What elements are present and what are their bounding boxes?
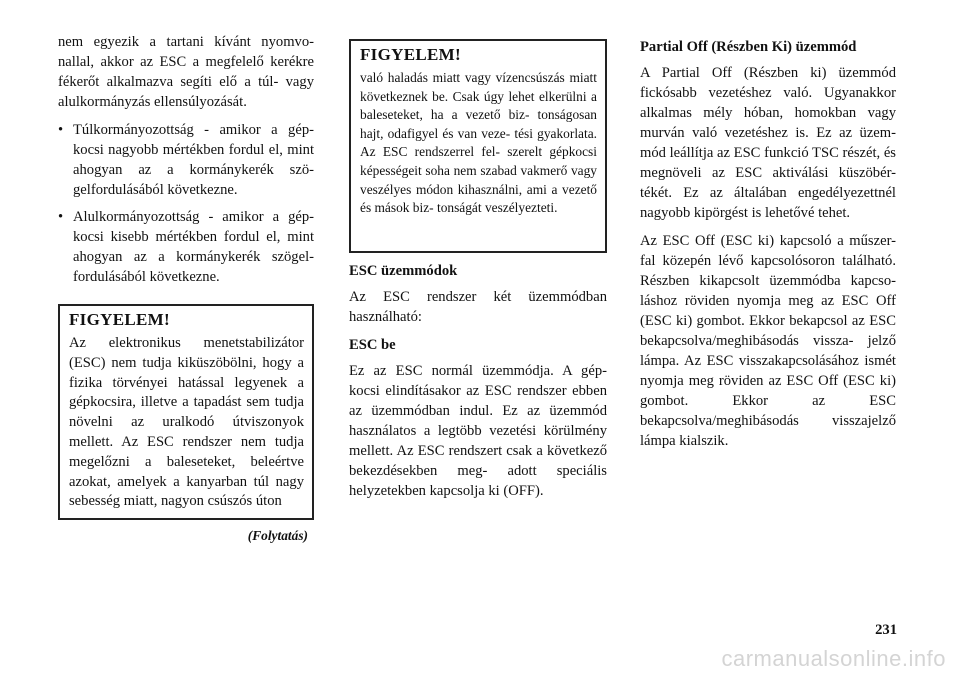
warning-box-1 bbox=[58, 304, 314, 520]
modes-paragraph: Az ESC rendszer két üzemmódban használható: bbox=[349, 289, 607, 325]
continued-note: (Folytatás) bbox=[247, 528, 308, 543]
heading-partial-off: Partial Off (Részben Ki) üzemmód bbox=[640, 39, 857, 55]
warning-box-2 bbox=[349, 39, 607, 253]
bullet-dot: • bbox=[58, 209, 64, 225]
partial-off-paragraph: A Partial Off (Részben ki) üzemmód fickósabb vezetéshez való. Ugyanakkor alkalmas mély hóban, homokban vagy murván való vezetéshez is. Ez az üzem- mód leállítja az ESC funkció TSC részét, és megnöveli az ESC aktiválási küszöbér- tékét. Ez az általában engedélyezettnél nagyobb kipörgést is lehetővé tehet. bbox=[640, 65, 896, 221]
bullet-dot: • bbox=[58, 122, 64, 138]
left-column bbox=[58, 32, 314, 544]
middle-column bbox=[349, 32, 607, 509]
bullet-item-understeer: • Alulkormányozottság - amikor a gép- kocsi kisebb mértékben fordul el, mint ahogyan az a kormánykerék szögel- fordulásából következne. bbox=[58, 209, 314, 285]
warning-title: FIGYELEM! bbox=[69, 310, 170, 329]
warning-text: Az elektronikus menetstabilizátor (ESC) nem tudja kiküszöbölni, hogy a fizika törvényei hatással legyenek a gépkocsira, illetve a tapadást sem tudja növelni az uralkodó útviszonyok mellett. Az ESC rendszer nem tudja megelőzni a baleseteket, beleértve azokat, amelyek a kanyarban túl nagy sebesség miatt, nagyon csúszós úton bbox=[69, 335, 304, 510]
watermark: carmanualsonline.info bbox=[721, 646, 946, 671]
esc-on-paragraph: Ez az ESC normál üzemmódja. A gép- kocsi elindításakor az ESC rendszer ebben az üzemmódban indul. Ez az üzemmód használatos a legtöbb vezetési körülmény mellett. Az ESC rendszert csak a következő bekezdésekben meg- adott speciális helyzetekben kapcsolja ki (OFF). bbox=[349, 363, 607, 499]
bullet-list bbox=[58, 120, 314, 287]
page-number: 231 bbox=[875, 622, 897, 638]
warning-title: FIGYELEM! bbox=[360, 45, 461, 64]
intro-paragraph: nem egyezik a tartani kívánt nyomvo- nallal, akkor az ESC a megfelelő kerékre fékerőt alkalmazva segíti elő a túl- vagy alulkormányzás ellensúlyozását. bbox=[58, 34, 314, 110]
bullet-item-oversteer: • Túlkormányozottság - amikor a gép- kocsi nagyobb mértékben fordul el, mint ahogyan az a kormánykerék szö- gelfordulásából következne. bbox=[58, 122, 314, 198]
heading-esc-on: ESC be bbox=[349, 337, 396, 353]
warning-text: való haladás miatt vagy vízencsúszás miatt következnek be. Csak úgy lehet elkerülni a baleseteket, ha a vezető biz- tonságosan hajt, odafigyel és van veze- tési gyakorlata. Az ESC rendszerrel fel- szerelt gépkocsi képességeit soha nem szabad vakmerő vagy veszélyes módon kihasználni, ami a vezető és mások biz- tonságát veszélyezteti. bbox=[360, 70, 597, 216]
right-column bbox=[640, 32, 896, 459]
esc-off-switch-paragraph: Az ESC Off (ESC ki) kapcsoló a műszer- fal közepén lévő kapcsolósoron található. Részben kikapcsolt üzemmódba kapcso- láshoz röviden nyomja meg az ESC Off (ESC ki) gombot. Ekkor bekapcsol az ESC bekapcsolva/meghibásodás vissza- jelző lámpa. Az ESC visszakapcsolásához ismét nyomja meg röviden az ESC Off (ESC ki) gombot. Ekkor az ESC bekapcsolva/meghibásodás visszajelző lámpa kialszik. bbox=[640, 233, 896, 449]
heading-esc-modes: ESC üzemmódok bbox=[349, 263, 458, 279]
